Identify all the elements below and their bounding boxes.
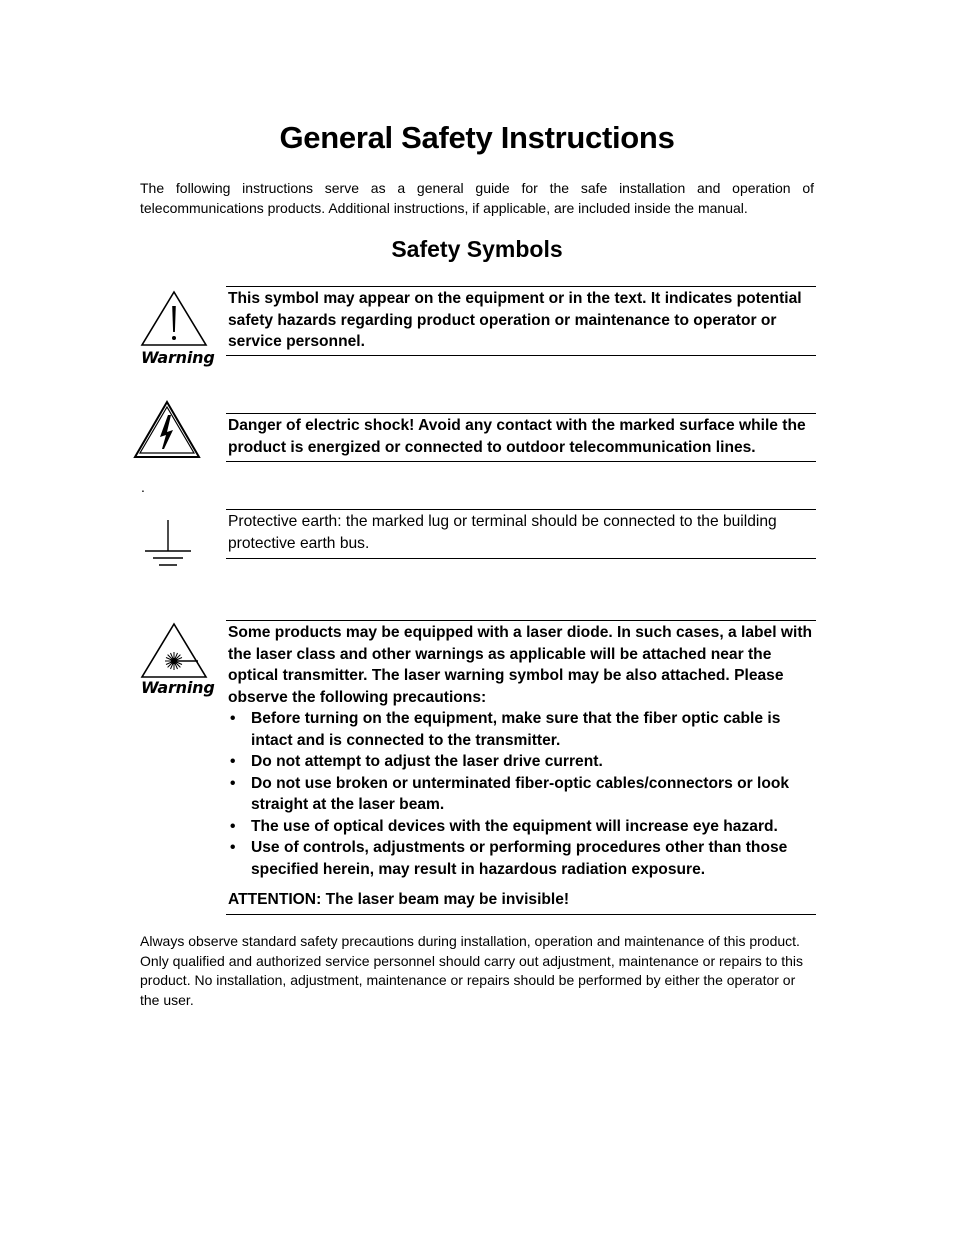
- laser-warning-label: Warning: [141, 678, 215, 697]
- stray-mark: .: [141, 479, 145, 495]
- protective-earth-icon: [143, 518, 193, 568]
- shock-description: [226, 413, 816, 462]
- page-title: General Safety Instructions: [279, 120, 675, 155]
- laser-warning-icon: [140, 622, 208, 680]
- precaution-list: [228, 708, 814, 880]
- laser-text: Some products may be equipped with a laser diode. In such cases, a label with the laser class and other warnings as applicable will be attached near the optical transmitter. The laser warning symbol may be also attached. Please observe the following precautions:: [228, 624, 813, 706]
- precaution-item: • Use of controls, adjustments or performing procedures other than those specified herein, may result in hazardous radiation exposure.: [228, 837, 814, 880]
- earth-description: [226, 509, 816, 559]
- section-title: Safety Symbols: [391, 236, 563, 262]
- shock-text: Danger of electric shock! Avoid any contact with the marked surface while the product is energized or connected to outdoor telecommunication lines.: [228, 417, 806, 456]
- laser-description: [226, 620, 816, 915]
- intro-paragraph: The following instructions serve as a general guide for the safe installation and operation of telecommunications products. Additional instructions, if applicable, are included inside the manual.: [140, 180, 814, 216]
- precaution-item: • Before turning on the equipment, make sure that the fiber optic cable is intact and is connected to the transmitter.: [228, 708, 814, 751]
- precaution-item: • Do not attempt to adjust the laser drive current.: [228, 751, 814, 773]
- precaution-item: • The use of optical devices with the equipment will increase eye hazard.: [228, 816, 814, 838]
- warning-description: [226, 286, 816, 356]
- warning-text: This symbol may appear on the equipment or in the text. It indicates potential safety hazards regarding product operation or maintenance to operator or service personnel.: [228, 290, 802, 350]
- closing-paragraph: Always observe standard safety precautions during installation, operation and maintenance of this product. Only qualified and authorized service personnel should carry out adjustment, maintenance or repairs to this product. No installation, adjustment, maintenance or repairs should be performed by either the operator or the user.: [140, 933, 804, 1008]
- precaution-item: • Do not use broken or unterminated fiber-optic cables/connectors or look straight at the laser beam.: [228, 773, 814, 816]
- attention-note: ATTENTION: The laser beam may be invisible!: [228, 891, 570, 908]
- warning-triangle-icon: [140, 290, 208, 348]
- electric-shock-icon: [133, 400, 201, 460]
- earth-text: Protective earth: the marked lug or terminal should be connected to the building protective earth bus.: [228, 513, 777, 552]
- warning-label: Warning: [141, 348, 215, 367]
